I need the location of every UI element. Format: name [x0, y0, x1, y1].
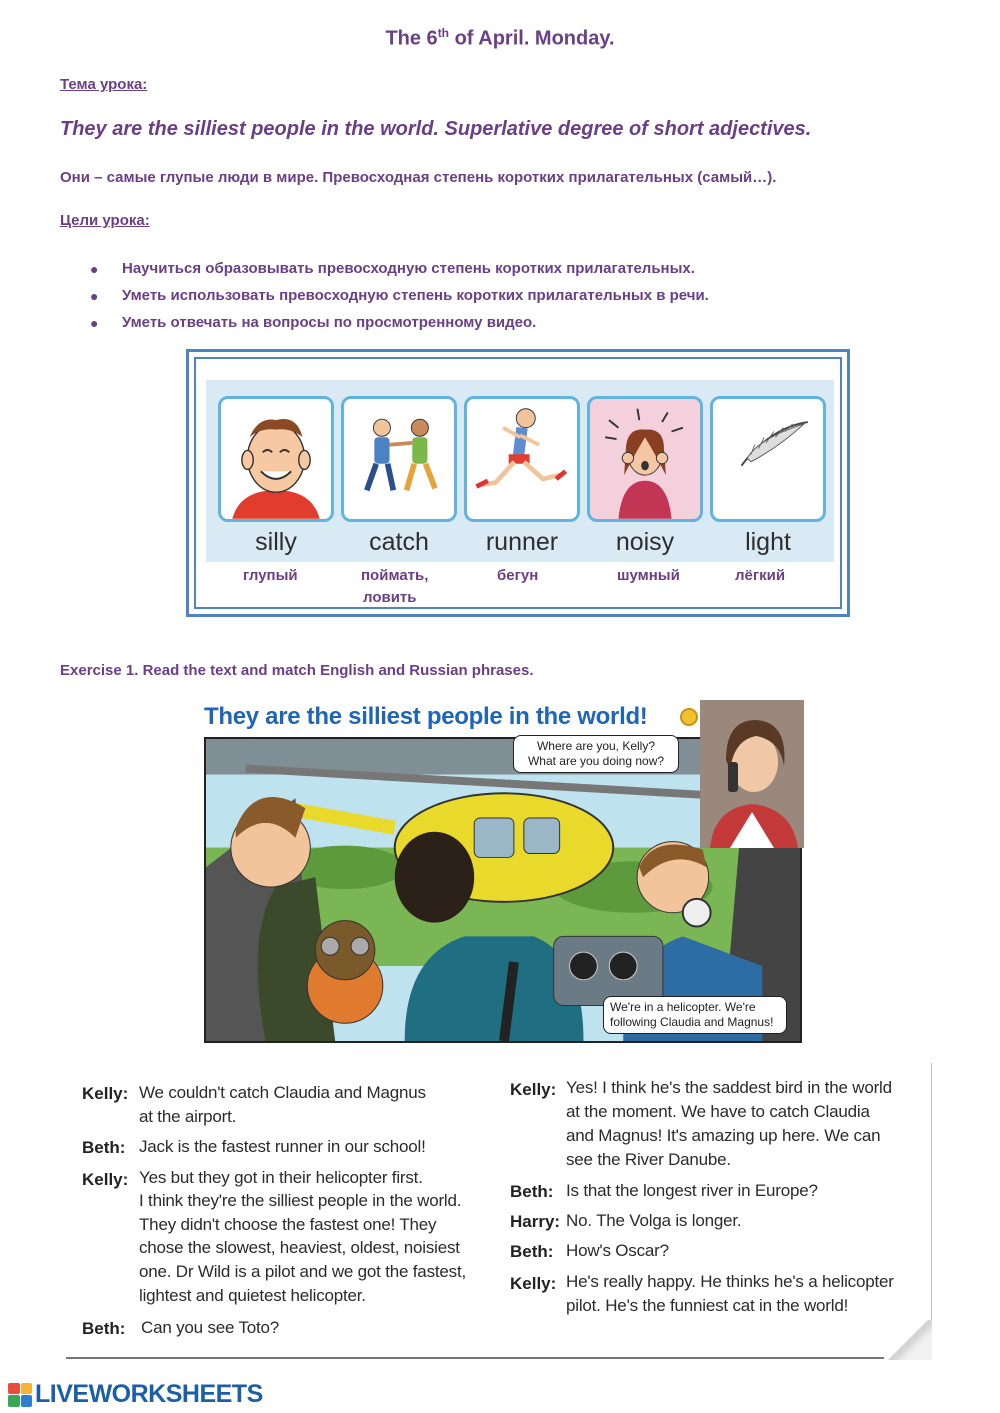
dialogue-line: lightest and quietest helicopter. [139, 1286, 366, 1305]
dialogue-line: Is that the longest river in Europe? [566, 1181, 818, 1200]
speaker-label: Beth: [82, 1138, 126, 1157]
dialogue-line: at the moment. We have to catch Claudia [566, 1102, 870, 1121]
speech-bubble-helicopter [603, 996, 787, 1034]
vocab-translation-light: лёгкий [735, 567, 786, 584]
title-date-text: The 6 [385, 27, 438, 50]
speech-bubble-line: We're in a helicopter. We're [610, 1000, 756, 1014]
bullet-icon: ● [90, 314, 99, 331]
silly-face-icon [218, 396, 334, 522]
speaker-label: Kelly: [510, 1080, 557, 1099]
dialogue-line: No. The Volga is longer. [566, 1211, 742, 1230]
feather-icon [710, 396, 826, 522]
vocab-translation-catch-line1: поймать, [361, 567, 429, 584]
speaker-label: Beth: [510, 1242, 554, 1261]
vocab-word-light: light [745, 528, 791, 556]
dialogue-line: at the airport. [139, 1107, 237, 1126]
speech-bubble-line: following Claudia and Magnus! [610, 1015, 774, 1029]
exercise-title: Exercise 1. Read the text and match English and Russian phrases. [60, 662, 534, 679]
dialogue-line: They didn't choose the fastest one! They [139, 1215, 437, 1234]
speaker-label: Kelly: [82, 1084, 129, 1103]
speaker-label: Kelly: [82, 1170, 129, 1189]
speaker-label: Kelly: [510, 1274, 557, 1293]
liveworksheets-logo[interactable] [8, 1380, 263, 1409]
logo-grid-icon [8, 1383, 32, 1407]
bullet-icon: ● [90, 260, 99, 277]
speech-bubble-line: What are you doing now? [527, 754, 665, 768]
speaker-label: Beth: [82, 1319, 126, 1338]
dialogue-line: He's really happy. He thinks he's a helicopter [566, 1272, 894, 1291]
title-day-text: of April. Monday. [449, 27, 615, 50]
dialogue-line: Can you see Toto? [141, 1318, 280, 1337]
dialogue-line: and Magnus! It's amazing up here. We can [566, 1126, 881, 1145]
title-date-suffix: th [437, 26, 450, 40]
topic-label: Тема урока: [60, 76, 148, 93]
speaker-label: Beth: [510, 1182, 554, 1201]
goal-item [90, 309, 709, 336]
goals-list [90, 255, 709, 336]
topic-russian: Они – самые глупые люди в мире. Превосходная степень коротких прилагательных (самый…). [60, 169, 777, 186]
goals-label: Цели урока: [60, 212, 150, 229]
bullet-icon: ● [90, 287, 99, 304]
page-title [0, 26, 1000, 51]
dialogue-line: We couldn't catch Claudia and Magnus [139, 1083, 426, 1102]
dialogue-line: one. Dr Wild is a pilot and we got the fastest, [139, 1262, 466, 1281]
vocab-translation-catch-line2: ловить [363, 589, 417, 606]
catch-icon [341, 396, 457, 522]
girl-photo [700, 700, 804, 848]
vocab-translation-catch [361, 565, 428, 609]
dialogue-line: How's Oscar? [566, 1241, 669, 1260]
vocab-word-runner: runner [485, 528, 559, 556]
dialogue-line: I think they're the silliest people in the world. [139, 1191, 462, 1210]
speech-bubble-kelly [513, 735, 679, 773]
noisy-icon [587, 396, 703, 522]
dialogue-line: see the River Danube. [566, 1150, 731, 1169]
goal-text: Научиться образовывать превосходную степень коротких прилагательных. [122, 260, 695, 277]
vocab-word-silly: silly [255, 528, 297, 556]
speaker-label: Harry: [510, 1212, 561, 1231]
vocab-translation-noisy: шумный [617, 567, 680, 584]
runner-icon [464, 396, 580, 522]
dialogue-line: Jack is the fastest runner in our school! [139, 1137, 426, 1156]
topic-english: They are the silliest people in the world. Superlative degree of short adjectives. [60, 118, 812, 140]
goal-item [90, 282, 709, 309]
vocab-translation-silly: глупый [243, 567, 298, 584]
dialogue-line: pilot. He's the funniest cat in the world! [566, 1296, 849, 1315]
speech-bubble-line: Where are you, Kelly? [536, 739, 656, 753]
vocab-translation-runner: бегун [497, 567, 539, 584]
dialogue-line: chose the slowest, heaviest, oldest, noisiest [139, 1238, 460, 1257]
comic-title: They are the silliest people in the world! [204, 703, 648, 730]
dialogue-line: Yes but they got in their helicopter first. [139, 1168, 423, 1187]
dialogue-line: Yes! I think he's the saddest bird in the world [566, 1078, 892, 1097]
goal-item [90, 255, 709, 282]
vocab-word-noisy: noisy [615, 528, 675, 556]
coin-icon [680, 708, 698, 726]
vocab-word-catch: catch [369, 528, 429, 556]
page-curl [884, 1320, 932, 1360]
goal-text: Уметь отвечать на вопросы по просмотренному видео. [122, 314, 537, 331]
logo-text: LIVEWORKSHEETS [35, 1380, 263, 1408]
goal-text: Уметь использовать превосходную степень коротких прилагательных в речи. [122, 287, 709, 304]
